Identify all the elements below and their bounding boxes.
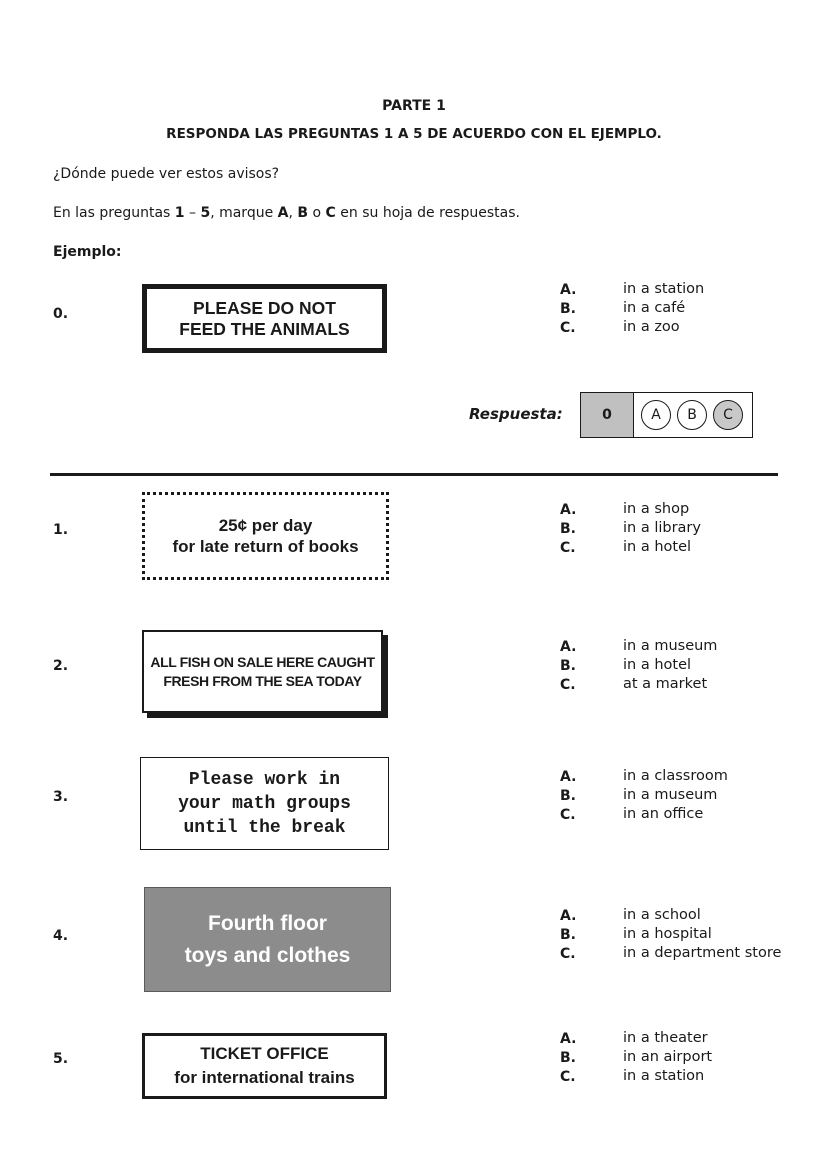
option-letter: C. (560, 677, 576, 693)
option-text: in a station (623, 1068, 705, 1084)
intro-question: ¿Dónde puede ver estos avisos? (53, 166, 280, 182)
option-letter: A. (560, 1031, 577, 1047)
option-letter: A. (560, 639, 577, 655)
option-text: in an airport (623, 1049, 713, 1065)
option-text: in a hotel (623, 539, 692, 555)
sign-line: Fourth floor (208, 911, 327, 935)
sign-4 (144, 887, 391, 992)
instr-sep: , (288, 205, 298, 221)
instr-letter-a: A (277, 205, 289, 221)
instr-or: o (308, 205, 326, 221)
sign-line: 25¢ per day (218, 516, 313, 535)
intro-instruction (53, 205, 520, 221)
option-letter: A. (560, 908, 577, 924)
option-letter: C. (560, 946, 576, 962)
sign-line: Please work in (188, 769, 341, 790)
item-number: 5. (53, 1051, 69, 1067)
option-letter: B. (560, 927, 576, 943)
option-text: in a shop (623, 501, 690, 517)
option-letter: B. (560, 301, 576, 317)
sign-line: TICKET OFFICE (200, 1044, 329, 1063)
instr-letter-c: C (325, 205, 336, 221)
option-letter: B. (560, 1050, 576, 1066)
option-text: in an office (623, 806, 704, 822)
option-text: in a library (623, 520, 701, 536)
example-label: Ejemplo: (53, 244, 122, 260)
option-text: in a classroom (623, 768, 728, 784)
option-letter: C. (560, 540, 576, 556)
sign-line: for international trains (174, 1068, 355, 1087)
part-title: PARTE 1 (382, 98, 446, 114)
option-letter: A. (560, 502, 577, 518)
item-number: 2. (53, 658, 69, 674)
sign-line: ALL FISH ON SALE HERE CAUGHT (150, 653, 375, 670)
sign-3 (140, 757, 389, 850)
item-number: 1. (53, 522, 69, 538)
sign-example (142, 284, 387, 353)
instr-text: En las preguntas (53, 205, 175, 221)
section-instruction: RESPONDA LAS PREGUNTAS 1 A 5 DE ACUERDO CON EL EJEMPLO. (166, 126, 662, 142)
option-text: in a museum (623, 638, 718, 654)
sign-line: until the break (183, 817, 346, 838)
sign-line: PLEASE DO NOT (193, 297, 336, 318)
answer-bubble-c[interactable]: C (713, 400, 743, 430)
instr-text: , marque (210, 205, 278, 221)
option-letter: A. (560, 769, 577, 785)
sign-5 (142, 1033, 387, 1099)
option-text: at a market (623, 676, 708, 692)
option-letter: B. (560, 788, 576, 804)
option-letter: B. (560, 521, 576, 537)
item-number: 3. (53, 789, 69, 805)
option-letter: C. (560, 807, 576, 823)
answer-bubble-a[interactable]: A (641, 400, 671, 430)
sign-1 (142, 492, 389, 580)
answer-number: 0 (581, 393, 634, 437)
option-text: in a café (623, 300, 686, 316)
option-text: in a museum (623, 787, 718, 803)
instr-text: en su hoja de respuestas. (335, 205, 520, 221)
option-text: in a zoo (623, 319, 680, 335)
sign-line: FEED THE ANIMALS (179, 318, 350, 339)
sign-line: FRESH FROM THE SEA TODAY (163, 672, 362, 689)
instr-from: 1 (174, 205, 185, 221)
option-text: in a theater (623, 1030, 708, 1046)
instr-dash: – (184, 205, 201, 221)
section-divider (50, 473, 778, 476)
option-text: in a hotel (623, 657, 692, 673)
item-number: 0. (53, 306, 69, 322)
option-text: in a hospital (623, 926, 712, 942)
option-letter: B. (560, 658, 576, 674)
sign-line: your math groups (178, 793, 351, 814)
option-text: in a department store (623, 945, 782, 961)
answer-bubble-b[interactable]: B (677, 400, 707, 430)
answer-sheet-row (580, 392, 753, 438)
option-letter: C. (560, 320, 576, 336)
option-text: in a school (623, 907, 701, 923)
option-letter: C. (560, 1069, 576, 1085)
item-number: 4. (53, 928, 69, 944)
option-letter: A. (560, 282, 577, 298)
sign-line: toys and clothes (184, 943, 351, 967)
sign-2 (142, 630, 383, 713)
option-text: in a station (623, 281, 705, 297)
instr-to: 5 (200, 205, 211, 221)
answer-label: Respuesta: (469, 405, 563, 423)
instr-letter-b: B (297, 205, 309, 221)
sign-line: for late return of books (172, 537, 359, 556)
